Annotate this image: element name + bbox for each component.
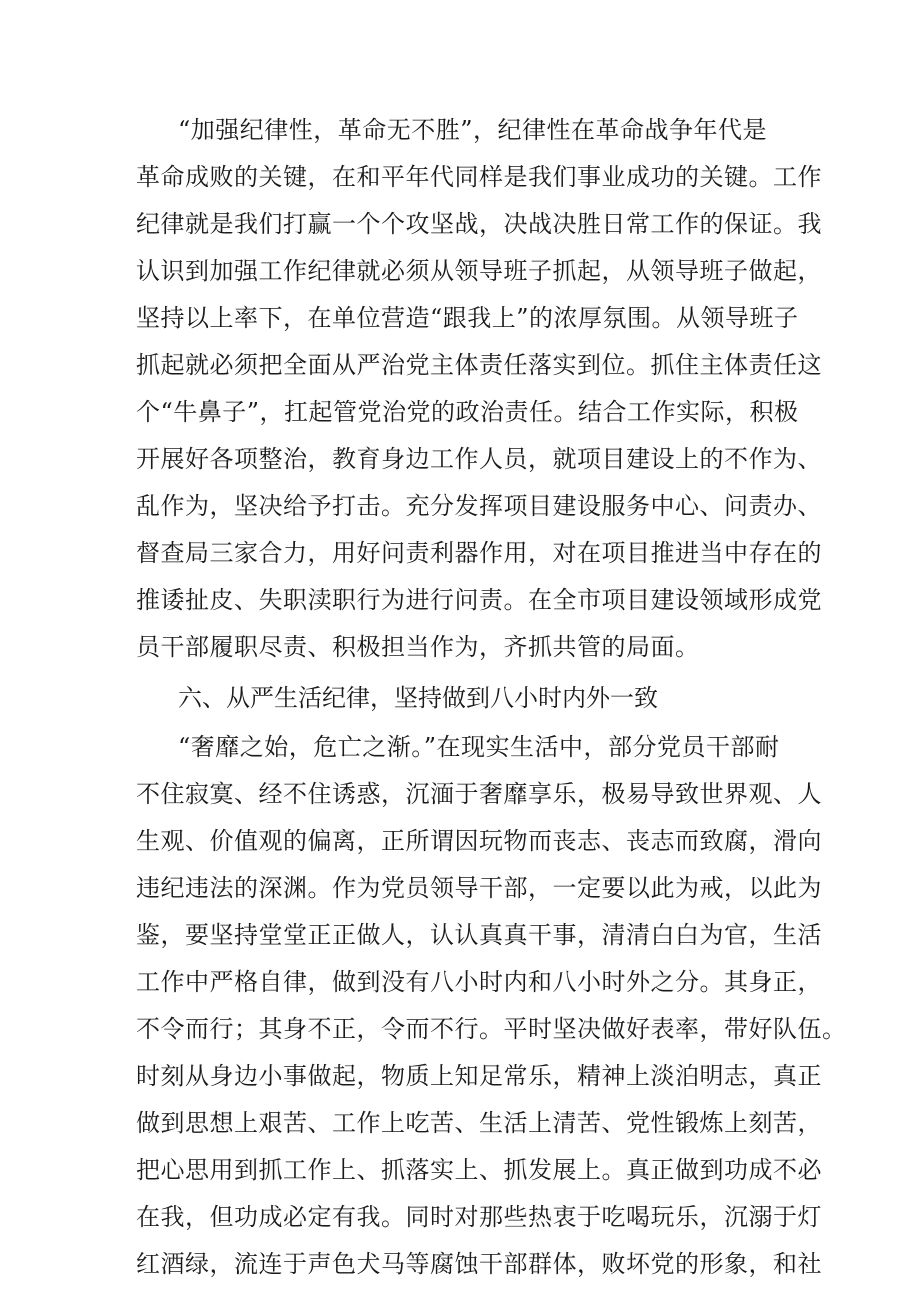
text-line: 员干部履职尽责、积极担当作为，齐抓共管的局面。 bbox=[136, 633, 700, 661]
text-line: 坚持以上率下，在单位营造“跟我上”的浓厚氛围。从领导班子 bbox=[136, 304, 799, 332]
text-line: 抓起就必须把全面从严治党主体责任落实到位。抓住主体责任这 bbox=[136, 351, 822, 379]
text-line: 把心思用到抓工作上、抓落实上、抓发展上。真正做到功成不必 bbox=[136, 1156, 822, 1184]
text-line: 革命成败的关键，在和平年代同样是我们事业成功的关键。工作 bbox=[136, 163, 822, 191]
text-line: 认识到加强工作纪律就必须从领导班子抓起，从领导班子做起， bbox=[136, 257, 822, 285]
text-line: “奢靡之始，危亡之渐。”在现实生活中，部分党员干部耐 bbox=[178, 733, 780, 761]
text-line: 开展好各项整治，教育身边工作人员，就项目建设上的不作为、 bbox=[136, 445, 822, 473]
text-line: 在我，但功成必定有我。同时对那些热衷于吃喝玩乐，沉溺于灯 bbox=[136, 1203, 822, 1231]
text-line: 生观、价值观的偏离，正所谓因玩物而丧志、丧志而致腐，滑向 bbox=[136, 827, 822, 855]
text-line: 不令而行；其身不正，令而不行。平时坚决做好表率，带好队伍。 bbox=[136, 1015, 847, 1043]
text-line: 做到思想上艰苦、工作上吃苦、生活上清苦、党性锻炼上刻苦， bbox=[136, 1109, 822, 1137]
text-line: 纪律就是我们打赢一个个攻坚战，决战决胜日常工作的保证。我 bbox=[136, 210, 822, 238]
text-line: 乱作为，坚决给予打击。充分发挥项目建设服务中心、问责办、 bbox=[136, 492, 822, 520]
text-line: 违纪违法的深渊。作为党员领导干部，一定要以此为戒，以此为 bbox=[136, 874, 822, 902]
text-line: 鉴，要坚持堂堂正正做人，认认真真干事，清清白白为官，生活 bbox=[136, 921, 822, 949]
text-line: 个“牛鼻子”，扛起管党治党的政治责任。结合工作实际，积极 bbox=[136, 398, 799, 426]
text-line: 红酒绿，流连于声色犬马等腐蚀干部群体，败坏党的形象，和社 bbox=[136, 1250, 822, 1278]
section-heading: 六、从严生活纪律，坚持做到八小时内外一致 bbox=[178, 684, 658, 712]
text-line: 不住寂寞、经不住诱惑，沉湎于奢靡享乐，极易导致世界观、人 bbox=[136, 780, 822, 808]
text-line: 推诿扯皮、失职渎职行为进行问责。在全市项目建设领域形成党 bbox=[136, 586, 822, 614]
text-line: “加强纪律性，革命无不胜”，纪律性在革命战争年代是 bbox=[178, 116, 768, 144]
text-line: 工作中严格自律，做到没有八小时内和八小时外之分。其身正， bbox=[136, 968, 822, 996]
text-line: 督查局三家合力，用好问责利器作用，对在项目推进当中存在的 bbox=[136, 539, 822, 567]
text-line: 时刻从身边小事做起，物质上知足常乐，精神上淡泊明志，真正 bbox=[136, 1062, 822, 1090]
